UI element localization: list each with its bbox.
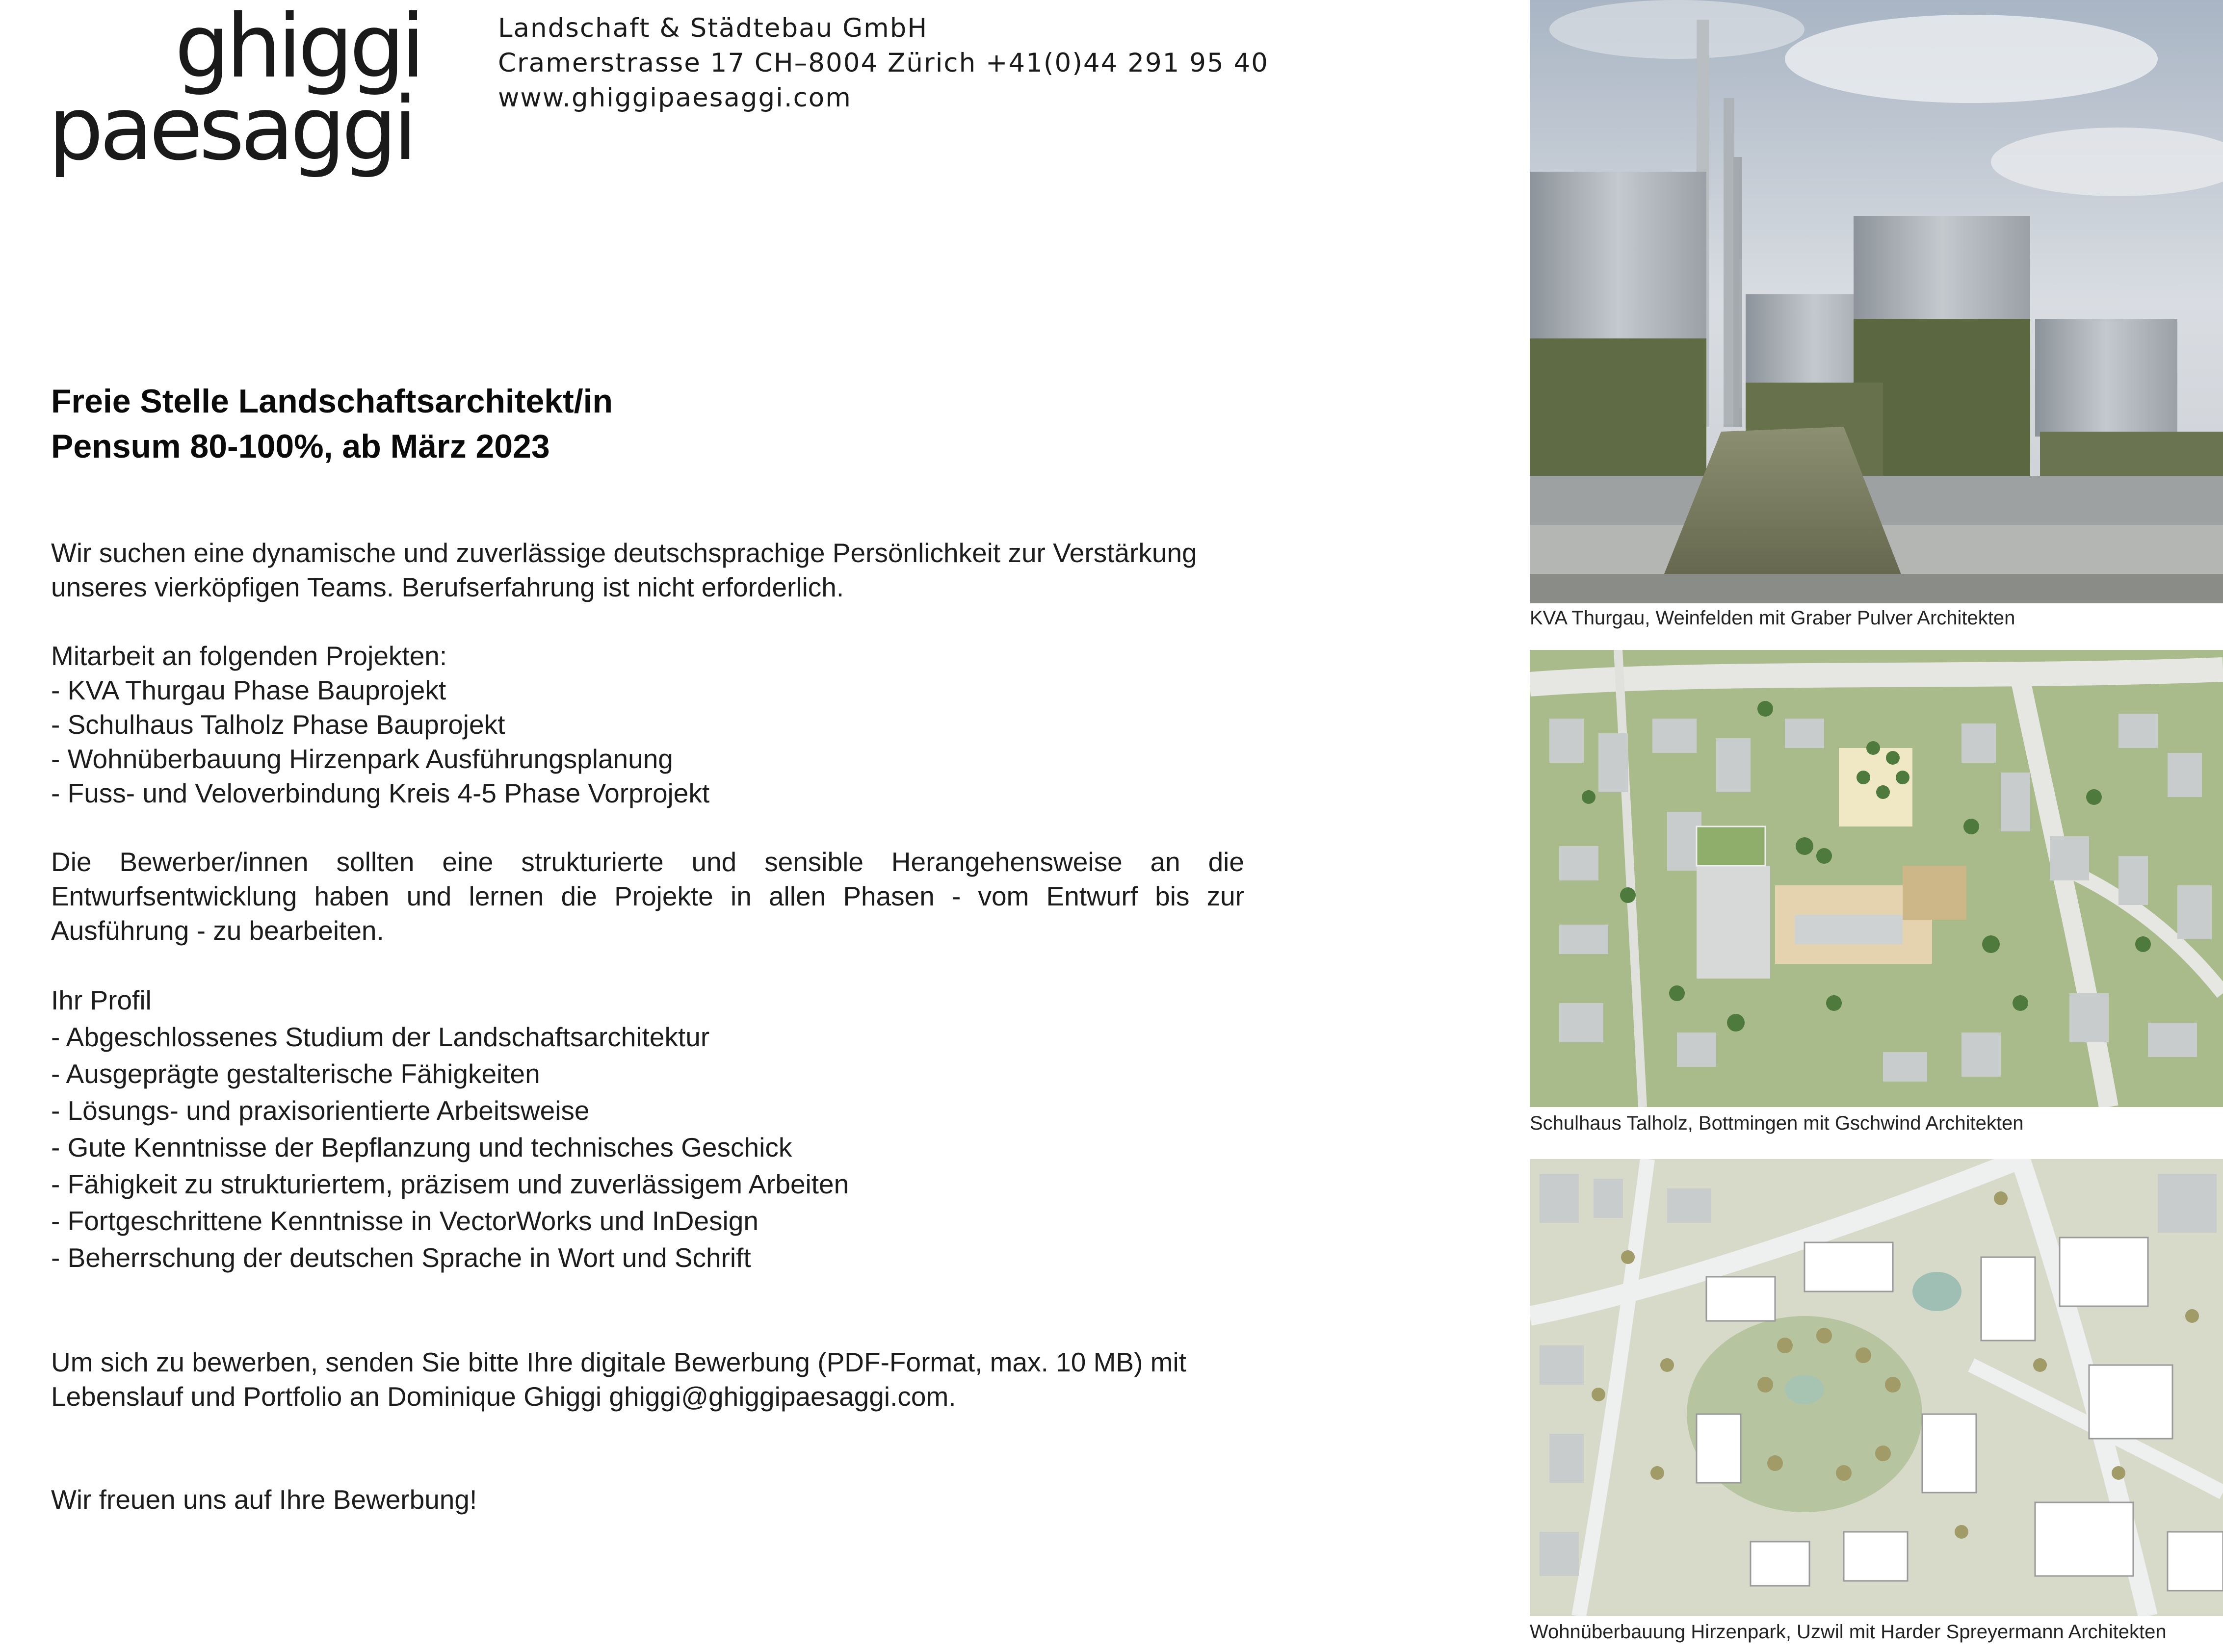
job-title-line-1: Freie Stelle Landschaftsarchitekt/in [51, 383, 613, 420]
schulhaus-site-plan [1530, 650, 2223, 1107]
profile-section [51, 982, 1244, 1276]
profile-item: - Beherrschung der deutschen Sprache in Wort und Schrift [51, 1242, 751, 1273]
website-link[interactable]: www.ghiggipaesaggi.com [498, 83, 852, 113]
address-block [498, 11, 1269, 115]
company-name: Landschaft & Städtebau GmbH [498, 13, 928, 43]
kva-thurgau-caption: KVA Thurgau, Weinfelden mit Graber Pulver Architekten [1530, 607, 2015, 629]
application-section [51, 1345, 1244, 1414]
project-item: - Schulhaus Talholz Phase Bauprojekt [51, 709, 505, 740]
project-item: - Fuss- und Veloverbindung Kreis 4-5 Phase Vorprojekt [51, 778, 710, 808]
profile-item: - Ausgeprägte gestalterische Fähigkeiten [51, 1058, 540, 1089]
application-text: Um sich zu bewerben, senden Sie bitte Ihre digitale Bewerbung (PDF-Format, max. 10 MB) mit Lebenslauf und Portfolio an Dominique Ghiggi ghiggi@ghiggipaesaggi.com. [51, 1347, 1187, 1412]
logo-line-1: ghiggi [175, 0, 421, 97]
intro-section [51, 536, 1244, 604]
profile-title: Ihr Profil [51, 985, 152, 1015]
schulhaus-talholz-plan [1530, 650, 2223, 1107]
profile-item: - Fähigkeit zu strukturiertem, präzisem und zuverlässigem Arbeiten [51, 1169, 849, 1199]
approach-section [51, 845, 1244, 948]
kva-thurgau-render [1530, 0, 2223, 603]
approach-text: Die Bewerber/innen sollten eine strukturierte und sensible Herangehensweise an die Entwurfsentwicklung haben und lernen die Projekte in allen Phasen - vom Entwurf bis zur Ausführung - zu bearbeiten. [51, 847, 1244, 946]
project-item: - Wohnüberbauung Hirzenpark Ausführungsplanung [51, 744, 673, 774]
intro-text: Wir suchen eine dynamische und zuverlässige deutschsprachige Persönlichkeit zur Verstärkung unseres vierköpfigen Teams. Berufserfahrung ist nicht erforderlich. [51, 538, 1197, 602]
hirzenpark-caption: Wohnüberbauung Hirzenpark, Uzwil mit Harder Spreyermann Architekten [1530, 1621, 2167, 1643]
closing-section [51, 1482, 1244, 1517]
logo-line-2: paesaggi [48, 78, 414, 180]
schulhaus-talholz-caption: Schulhaus Talholz, Bottmingen mit Gschwind Architekten [1530, 1112, 2024, 1134]
job-title-line-2: Pensum 80-100%, ab März 2023 [51, 428, 550, 465]
hirzenpark-plan [1530, 1159, 2223, 1616]
job-title [51, 379, 613, 469]
street-address: Cramerstrasse 17 CH–8004 Zürich +41(0)44 291 95 40 [498, 48, 1269, 78]
profile-item: - Abgeschlossenes Studium der Landschaftsarchitektur [51, 1022, 710, 1052]
projects-section [51, 639, 1244, 810]
closing-text: Wir freuen uns auf Ihre Bewerbung! [51, 1484, 477, 1515]
projects-title: Mitarbeit an folgenden Projekten: [51, 641, 447, 671]
kva-thurgau-image [1530, 0, 2223, 603]
project-item: - KVA Thurgau Phase Bauprojekt [51, 675, 446, 705]
hirzenpark-site-plan [1530, 1159, 2223, 1616]
profile-item: - Gute Kenntnisse der Bepflanzung und technisches Geschick [51, 1132, 792, 1162]
profile-item: - Lösungs- und praxisorientierte Arbeitsweise [51, 1095, 590, 1126]
company-logo [48, 0, 450, 191]
profile-item: - Fortgeschrittene Kenntnisse in VectorWorks und InDesign [51, 1206, 758, 1236]
